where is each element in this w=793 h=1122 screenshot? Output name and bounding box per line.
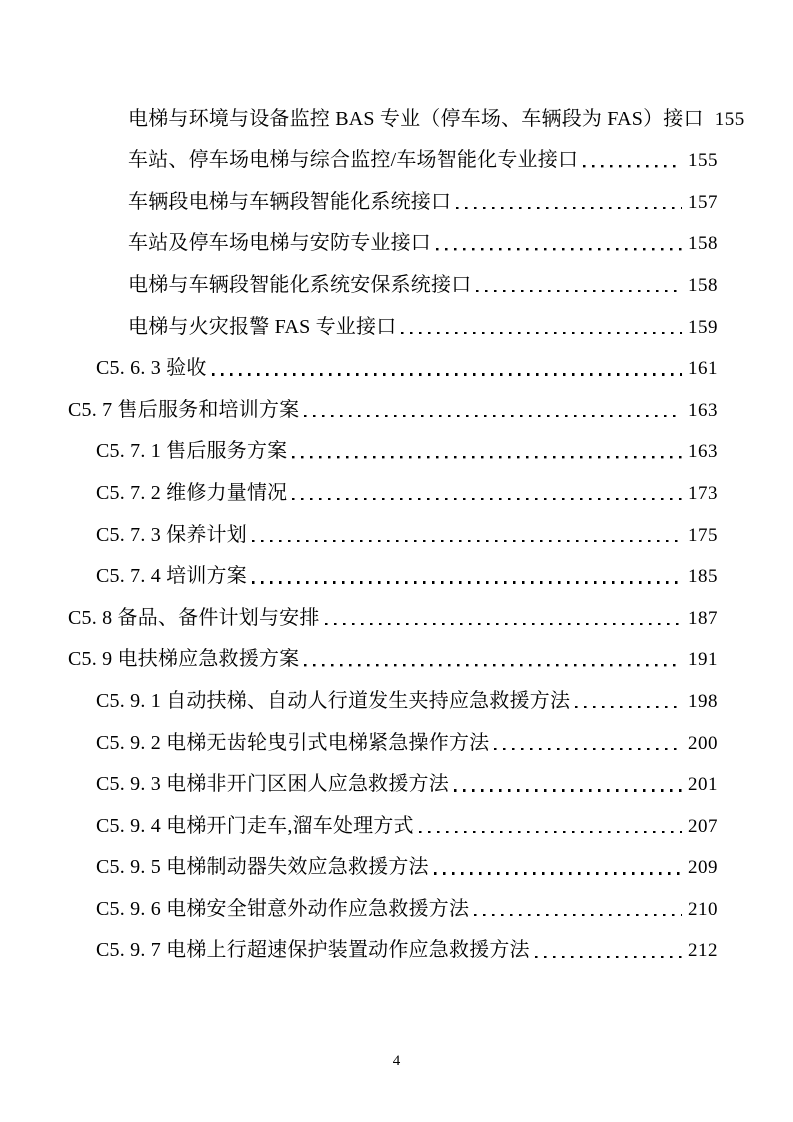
toc-entry-title: C5. 7. 4 培训方案 xyxy=(96,565,247,588)
toc-entry-page-number: 158 xyxy=(688,274,718,296)
toc-entry[interactable] xyxy=(68,886,718,928)
toc-entry-page-number: 155 xyxy=(714,108,745,130)
toc-entry-title: C5. 9. 4 电梯开门走车,溜车处理方式 xyxy=(96,814,414,837)
toc-entry[interactable] xyxy=(68,304,718,346)
toc-entry[interactable] xyxy=(68,928,718,970)
toc-entry-page-number: 173 xyxy=(688,482,718,504)
footer-page-number: 4 xyxy=(392,1053,401,1069)
toc-entry-title: 车站及停车场电梯与安防专业接口 xyxy=(128,232,431,255)
toc-entry[interactable] xyxy=(68,96,745,138)
toc-entry-page-number: 212 xyxy=(688,940,718,962)
dot-leader xyxy=(454,789,682,791)
toc-entry-title: 电梯与环境与设备监控 BAS 专业（停车场、车辆段为 FAS）接口 xyxy=(128,107,704,130)
dot-leader xyxy=(535,956,682,958)
toc-entry-page-number: 198 xyxy=(688,690,718,712)
toc-entry-title: C5. 9. 3 电梯非开门区困人应急救援方法 xyxy=(96,773,449,796)
toc-entry-title: C5. 9. 1 自动扶梯、自动人行道发生夹持应急救援方法 xyxy=(96,689,571,712)
toc-entry[interactable] xyxy=(68,803,718,845)
dot-leader xyxy=(419,831,682,833)
toc-entry-title: C5. 9 电扶梯应急救援方案 xyxy=(68,648,300,671)
toc-entry-page-number: 185 xyxy=(688,566,718,588)
toc-entry-page-number: 158 xyxy=(688,233,718,255)
toc-entry-title: 车站、停车场电梯与综合监控/车场智能化专业接口 xyxy=(128,149,579,172)
toc-entry[interactable] xyxy=(68,470,718,512)
toc-entry-page-number: 201 xyxy=(688,774,718,796)
toc-entry-title: 电梯与火灾报警 FAS 专业接口 xyxy=(128,315,397,338)
toc-entry-title: C5. 9. 5 电梯制动器失效应急救援方法 xyxy=(96,856,429,879)
toc-entry-title: C5. 7. 3 保养计划 xyxy=(96,523,247,546)
dot-leader xyxy=(583,165,682,167)
toc-entry-title: C5. 8 备品、备件计划与安排 xyxy=(68,606,320,629)
toc-entry[interactable] xyxy=(68,845,718,887)
toc-entry-page-number: 209 xyxy=(688,857,718,879)
toc-entry[interactable] xyxy=(68,429,718,471)
toc-entry[interactable] xyxy=(68,179,718,221)
toc-entry[interactable] xyxy=(68,387,718,429)
dot-leader xyxy=(436,248,682,250)
dot-leader xyxy=(401,332,682,334)
table-of-contents xyxy=(68,96,745,969)
toc-entry-page-number: 207 xyxy=(688,815,718,837)
dot-leader xyxy=(434,872,682,874)
toc-entry[interactable] xyxy=(68,221,718,263)
toc-entry-page-number: 163 xyxy=(688,441,718,463)
toc-entry[interactable] xyxy=(68,512,718,554)
dot-leader xyxy=(474,914,682,916)
toc-entry-page-number: 187 xyxy=(688,607,718,629)
toc-entry-title: 电梯与车辆段智能化系统安保系统接口 xyxy=(128,273,472,296)
toc-entry-page-number: 191 xyxy=(688,649,718,671)
toc-entry-page-number: 157 xyxy=(688,191,718,213)
toc-entry-page-number: 175 xyxy=(688,524,718,546)
toc-entry-page-number: 210 xyxy=(688,898,718,920)
dot-leader xyxy=(494,748,682,750)
dot-leader xyxy=(252,540,682,542)
toc-entry-page-number: 155 xyxy=(688,150,718,172)
toc-entry-page-number: 159 xyxy=(688,316,718,338)
dot-leader xyxy=(292,456,682,458)
dot-leader xyxy=(325,623,682,625)
toc-entry-page-number: 200 xyxy=(688,732,718,754)
toc-entry[interactable] xyxy=(68,262,718,304)
toc-entry-title: C5. 9. 7 电梯上行超速保护装置动作应急救援方法 xyxy=(96,939,530,962)
toc-entry[interactable] xyxy=(68,554,718,596)
toc-entry[interactable] xyxy=(68,138,718,180)
toc-entry-title: C5. 7. 2 维修力量情况 xyxy=(96,481,288,504)
toc-entry[interactable] xyxy=(68,762,718,804)
toc-entry-title: C5. 9. 2 电梯无齿轮曳引式电梯紧急操作方法 xyxy=(96,731,490,754)
toc-entry[interactable] xyxy=(68,637,718,679)
toc-entry[interactable] xyxy=(68,346,718,388)
toc-entry-title: C5. 7. 1 售后服务方案 xyxy=(96,440,288,463)
toc-entry-title: 车辆段电梯与车辆段智能化系统接口 xyxy=(128,190,452,213)
dot-leader xyxy=(575,706,682,708)
dot-leader xyxy=(212,373,682,375)
dot-leader xyxy=(304,415,682,417)
toc-entry-title: C5. 9. 6 电梯安全钳意外动作应急救援方法 xyxy=(96,897,470,920)
toc-entry[interactable] xyxy=(68,595,718,637)
toc-entry-page-number: 163 xyxy=(688,399,718,421)
dot-leader xyxy=(252,581,682,583)
toc-entry-title: C5. 6. 3 验收 xyxy=(96,357,207,380)
dot-leader xyxy=(476,290,682,292)
dot-leader xyxy=(292,498,682,500)
toc-entry[interactable] xyxy=(68,720,718,762)
dot-leader xyxy=(304,664,682,666)
dot-leader xyxy=(456,207,682,209)
toc-entry-page-number: 161 xyxy=(688,358,718,380)
toc-entry[interactable] xyxy=(68,678,718,720)
toc-entry-title: C5. 7 售后服务和培训方案 xyxy=(68,398,300,421)
